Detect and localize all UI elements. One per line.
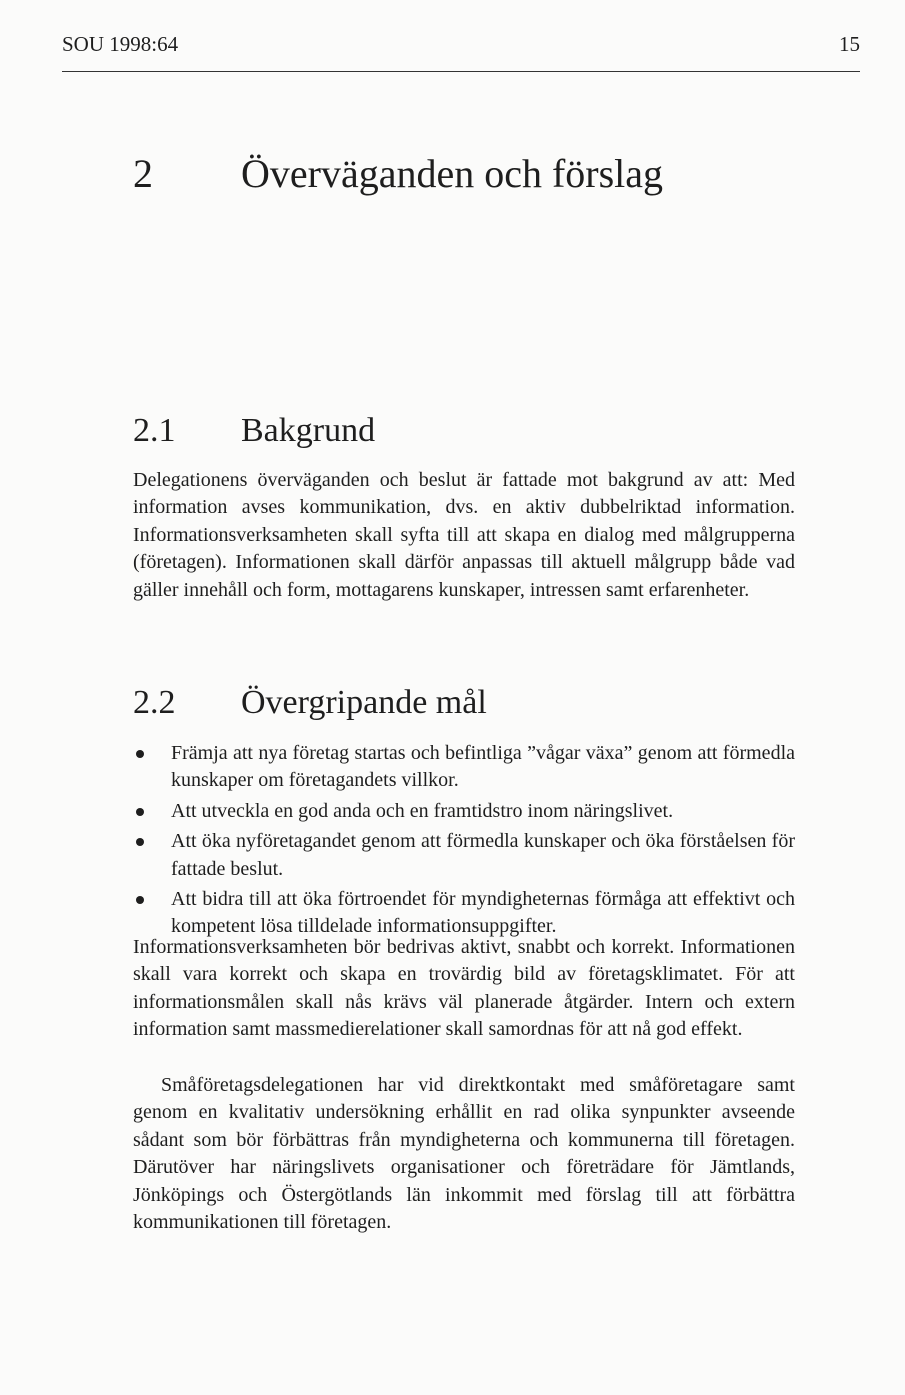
header-rule (62, 71, 860, 72)
bullet-icon (136, 896, 144, 904)
list-item: Att öka nyföretagandet genom att förmedla kunskaper och öka förståelsen för fattade beslut. (133, 828, 795, 883)
page-number: 15 (839, 32, 860, 56)
background-paragraph: Delegationens överväganden och beslut är fattade mot bakgrund av att: Med information avses kommunikation, dvs. en aktiv dubbelriktad information. Informationsverksamheten skall syfta till att skapa en dialog med målgrupperna (företagen). Informationen skall därför anpassas till aktuell målgrupp både vad gäller innehåll och form, mottagarens kunskaper, intressen samt erfarenheter. (133, 469, 795, 601)
bullet-icon (136, 838, 144, 846)
goals-list (133, 740, 795, 944)
section-heading-2-2 (133, 684, 487, 722)
section-number: 2.2 (133, 684, 176, 721)
section-heading-2-1 (133, 412, 375, 450)
running-header (62, 32, 860, 62)
list-item: Att utveckla en god anda och en framtidstro inom näringslivet. (133, 798, 795, 825)
chapter-number: 2 (133, 151, 153, 196)
publication-id: SOU 1998:64 (62, 32, 179, 56)
bullet-icon (136, 750, 144, 758)
bullet-icon (136, 808, 144, 816)
information-paragraph: Informationsverksamheten bör bedrivas aktivt, snabbt och korrekt. Informationen skall vara korrekt och skapa en trovärdig bild av företagsklimatet. För att informationsmålen skall nås krävs väl planerade åtgärder. Intern och extern information samt massmedierelationer skall samordnas för att nå god effekt. (133, 936, 795, 1041)
section-title: Bakgrund (241, 412, 376, 449)
section-number: 2.1 (133, 412, 176, 449)
list-item: Främja att nya företag startas och befintliga ”vågar växa” genom att förmedla kunskaper om företagandets villkor. (133, 740, 795, 795)
section-title: Övergripande mål (241, 684, 487, 721)
chapter-title: Överväganden och förslag (241, 151, 664, 196)
chapter-heading (133, 150, 663, 197)
list-item: Att bidra till att öka förtroendet för myndigheternas förmåga att effektivt och kompetent lösa tilldelade informationsuppgifter. (133, 886, 795, 941)
delegation-paragraph: Småföretagsdelegationen har vid direktkontakt med småföretagare samt genom en kvalitativ undersökning erhållit en rad olika synpunkter avseende sådant som bör förbättras från myndigheterna och kommunerna till företagen. Därutöver har näringslivets organisationer och företrädare för Jämtlands, Jönköpings och Östergötlands län inkommit med förslag till att förbättra kommunikationen till företagen. (133, 1074, 795, 1234)
